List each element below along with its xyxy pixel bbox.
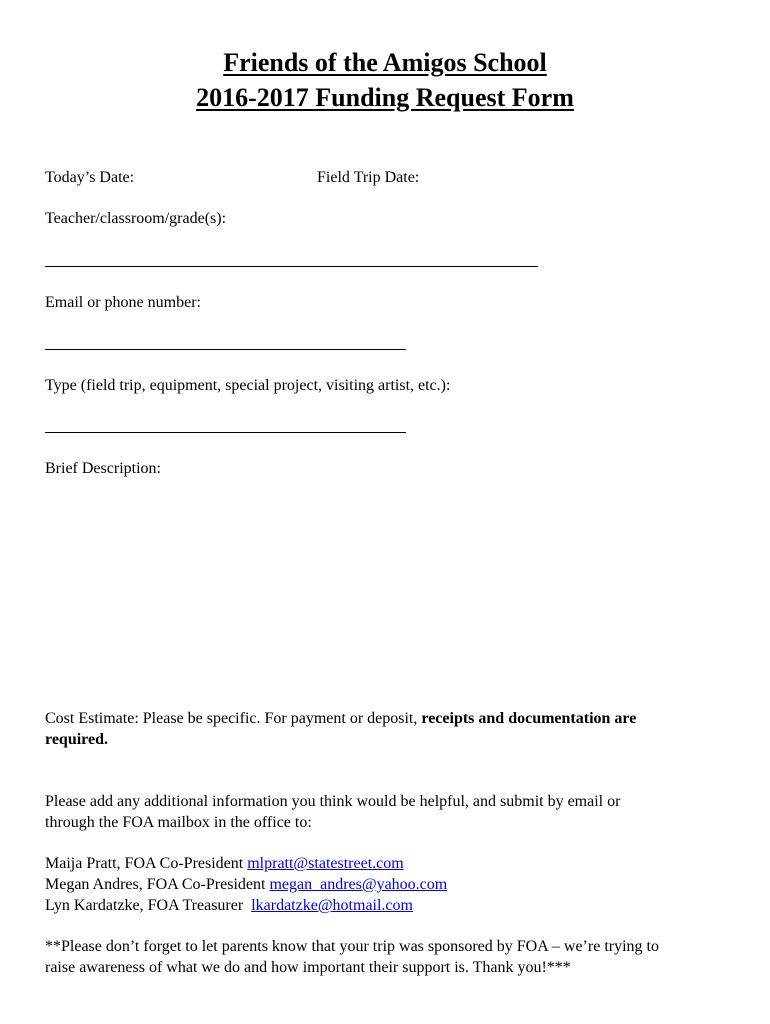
field-trip-date-label: Field Trip Date:	[317, 169, 420, 186]
footer-note-line2: raise awareness of what we do and how important their support is. Thank you!***	[45, 959, 571, 976]
cost-estimate-text: Cost Estimate: Please be specific. For payment or deposit,	[45, 710, 422, 727]
cost-required-bold-line2: required.	[45, 731, 108, 748]
contact-row-andres	[45, 874, 447, 895]
description-label: Brief Description:	[45, 460, 161, 477]
contact-email-link-kardatzke[interactable]: lkardatzke@hotmail.com	[251, 897, 413, 914]
type-label: Type (field trip, equipment, special project, visiting artist, etc.):	[45, 377, 451, 394]
contact-row-pratt	[45, 853, 404, 874]
contact-email-link-pratt[interactable]: mlpratt@statestreet.com	[247, 855, 404, 872]
todays-date-label: Today’s Date:	[45, 169, 135, 186]
contact-row-kardatzke	[45, 895, 413, 916]
form-title-line2: 2016-2017 Funding Request Form	[196, 83, 574, 112]
instructions-line1: Please add any additional information you think would be helpful, and submit by email or	[45, 793, 621, 810]
contact-label-kardatzke: Lyn Kardatzke, FOA Treasurer	[45, 897, 252, 914]
email-phone-label: Email or phone number:	[45, 294, 201, 311]
contact-label-pratt: Maija Pratt, FOA Co-President	[45, 855, 248, 872]
contact-email-link-andres[interactable]: megan_andres@yahoo.com	[269, 876, 448, 893]
cost-required-bold-line1: receipts and documentation are	[421, 710, 637, 727]
contact-label-andres: Megan Andres, FOA Co-President	[45, 876, 270, 893]
cost-estimate-line1	[45, 708, 636, 729]
teacher-blank-line[interactable]	[45, 266, 538, 267]
teacher-label: Teacher/classroom/grade(s):	[45, 210, 227, 227]
instructions-line2: through the FOA mailbox in the office to:	[45, 814, 312, 831]
footer-note-line1: **Please don’t forget to let parents know that your trip was sponsored by FOA – we’re trying to	[45, 938, 659, 955]
email-phone-blank-line[interactable]	[45, 349, 406, 350]
type-blank-line[interactable]	[45, 432, 406, 433]
form-title-line1: Friends of the Amigos School	[223, 48, 547, 77]
